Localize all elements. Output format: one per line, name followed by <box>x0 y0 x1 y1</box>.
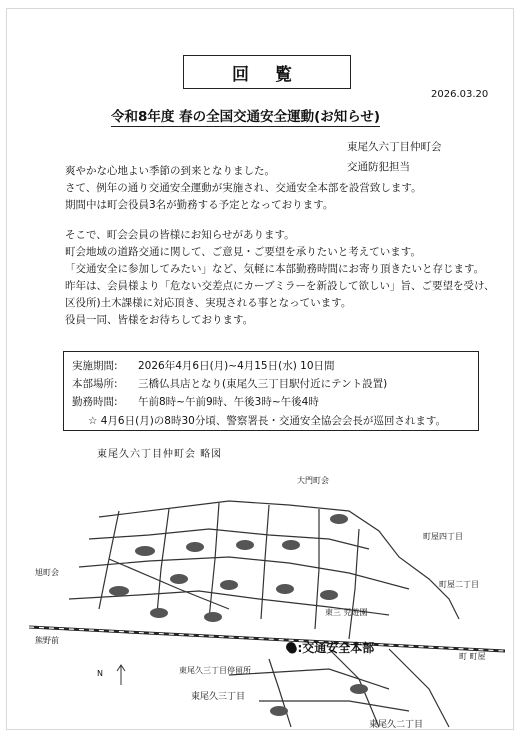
period-row <box>72 358 335 373</box>
place-label: 本部場所: <box>72 378 118 390</box>
paragraph-2-line-3: 「交通安全に参加してみたい」など、気軽に本部勤務時間にお寄り頂きたいと存じます。 <box>65 263 485 275</box>
label-daimon: 大門町会 <box>297 476 329 485</box>
paragraph-2-line-6: 役員一同、皆様をお待ちしております。 <box>65 314 254 326</box>
paragraph-1-line-3: 期間中は町会役員3名が勤務する予定となっております。 <box>65 199 334 211</box>
hq-label: ●:交通安全本部 <box>287 641 375 655</box>
label-higashiogu2: 東尾久二丁目 <box>369 720 424 730</box>
circular-title: 回 覧 <box>183 55 351 89</box>
label-park: 東三 児遊園 <box>325 608 368 617</box>
area-map <box>29 439 505 731</box>
map-roads <box>69 501 459 727</box>
organization-block <box>347 137 442 177</box>
label-bus-stop: 東尾久三丁目停留所 <box>179 666 251 675</box>
period-value: 2026年4月6日(月)~4月15日(水) 10日間 <box>138 360 335 372</box>
label-north: N <box>97 669 103 678</box>
org-department: 交通防犯担当 <box>347 161 410 173</box>
paragraph-1-line-2: さて、例年の通り交通安全運動が実施され、交通安全本部を設営致します。 <box>65 182 422 194</box>
paragraph-2-line-4: 昨年は、会員様より「危ない交差点にカーブミラーを新設して欲しい」旨、ご要望を受け、 <box>65 280 495 292</box>
paragraph-2-line-5: 区役所)土木課様に対応頂き、実現される事となっています。 <box>65 297 352 309</box>
map-drawing <box>29 439 505 731</box>
label-kumanomae: 熊野前 <box>35 636 59 645</box>
hours-row <box>72 394 319 409</box>
place-row <box>72 376 387 391</box>
label-asahi: 旭町会 <box>35 568 59 577</box>
paragraph-1-line-1: 爽やかな心地よい季節の到来となりました。 <box>65 165 275 177</box>
map-title: 東尾久六丁目仲町会 略図 <box>97 449 223 460</box>
event-details-box <box>63 351 479 431</box>
label-machiya4: 町屋四丁目 <box>423 532 463 541</box>
paragraph-2-line-1: そこで、町会会員の皆様にお知らせがあります。 <box>65 229 295 241</box>
document-date: 2026.03.20 <box>431 89 489 100</box>
label-higashiogu3: 東尾久三丁目 <box>191 692 246 702</box>
north-arrow <box>117 665 125 685</box>
main-title: 令和8年度 春の全国交通安全運動(お知らせ) <box>111 105 380 127</box>
period-label: 実施期間: <box>72 360 118 372</box>
patrol-note: ☆ 4月6日(月)の8時30分頃、警察署長・交通安全協会会長が巡回されます。 <box>88 415 447 427</box>
org-name: 東尾久六丁目仲町会 <box>347 141 442 153</box>
label-machiya-station: 町 町屋 <box>459 652 486 661</box>
document-page <box>6 8 514 730</box>
hours-value: 午前8時~午前9時、午後3時~午後4時 <box>138 396 319 408</box>
label-machiya2: 町屋二丁目 <box>439 580 479 589</box>
hours-label: 勤務時間: <box>72 396 118 408</box>
place-value: 三橋仏具店となり(東尾久三丁目駅付近にテント設置) <box>138 378 388 390</box>
paragraph-2-line-2: 町会地域の道路交通に関して、ご意見・ご要望を承りたいと考えています。 <box>65 246 421 258</box>
